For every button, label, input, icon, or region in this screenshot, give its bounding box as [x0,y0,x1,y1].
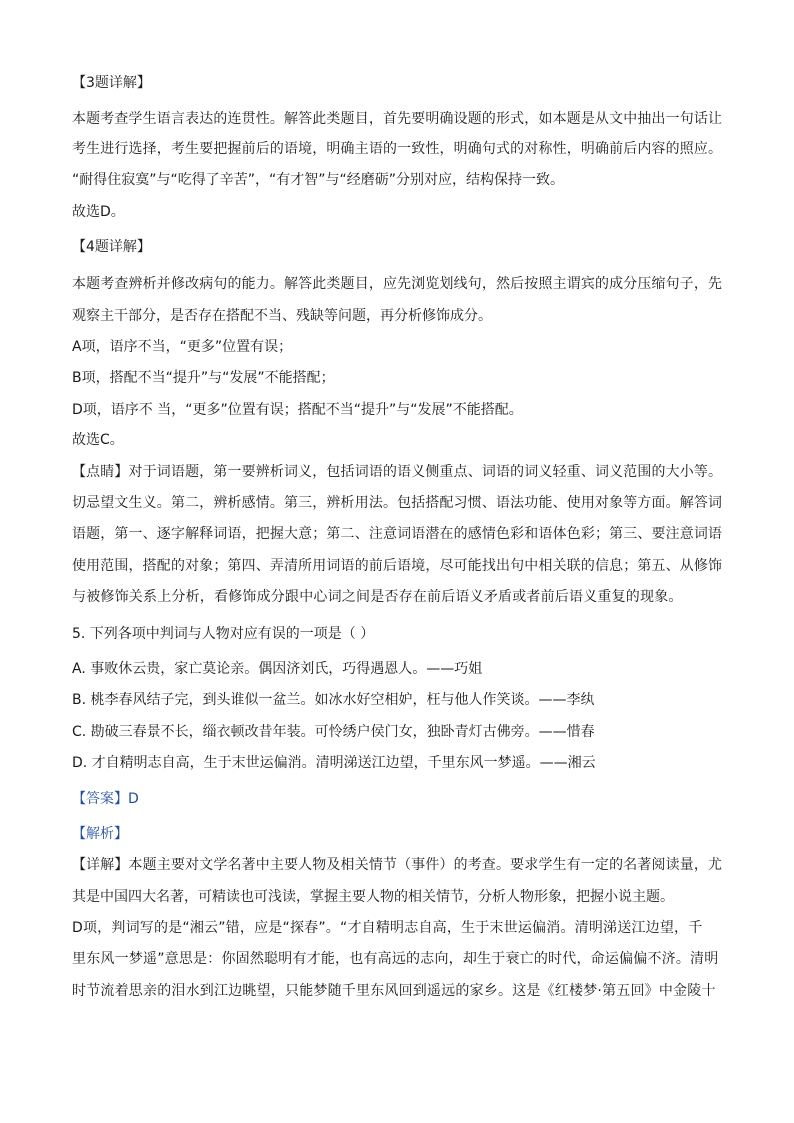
q4-answer: 故选C。 [72,432,124,448]
q4-line-1: 本题考查辨析并修改病句的能力。解答此类题目，应先浏览划线句，然后按照主谓宾的成分压缩句子，先 [72,276,723,292]
tip-line-5: 与被修饰关系上分析，看修饰成分跟中心词之间是否存在前后语义矛盾或者前后语义重复的现象。 [72,589,683,605]
q5-question: 5. 下列各项中判词与人物对应有误的一项是（ ） [72,626,375,642]
q3-answer: 故选D。 [72,204,125,220]
q3-line-1: 本题考查学生语言表达的连贯性。解答此类题目，首先要明确设题的形式，如本题是从文中抽出一句话让 [72,111,723,127]
q3-line-2: 考生进行选择，考生要把握前后的语境，明确主语的一致性，明确句式的对称性，明确前后内容的照应。 [72,141,723,157]
q5-option-b: B. 桃李春风结子完，到头谁似一盆兰。如冰水好空相妒，枉与他人作笑谈。——李纨 [72,692,595,708]
q4-option-a: A项，语序不当，“更多”位置有误； [72,339,293,355]
q5-option-c: C. 勘破三春景不长，缁衣顿改昔年装。可怜绣户侯门女，独卧青灯古佛旁。——惜春 [72,724,595,740]
q4-heading: 【4题详解】 [72,239,151,255]
q5-detail-line-2: 其是中国四大名著，可精读也可浅读，掌握主要人物的相关情节，分析人物形象，把握小说主题。 [72,889,674,905]
tip-line-4: 使用范围，搭配的对象；第四、弄清所用词语的前后语境，尽可能找出句中相关联的信息；第五、从修饰 [72,558,723,574]
q5-answer: 【答案】D [72,791,139,807]
q4-option-d: D项，语序不 当，“更多”位置有误；搭配不当“提升”与“发展”不能搭配。 [72,402,523,418]
q4-line-2: 观察主干部分，是否存在搭配不当、残缺等问题，再分析修饰成分。 [72,308,492,324]
q5-analysis-heading: 【解析】 [72,826,128,842]
q3-heading: 【3题详解】 [72,75,151,91]
q5-option-d: D. 才自精明志自高，生于末世运偏消。清明涕送江边望，千里东风一梦遥。——湘云 [72,755,596,771]
q5-detail-line-5: 时节流着思亲的泪水到江边眺望，只能梦随千里东风回到遥远的家乡。这是《红楼梦·第五回》中金陵十 [72,983,716,999]
q5-option-a: A. 事败休云贵，家亡莫论亲。偶因济刘氏，巧得遇恩人。——巧姐 [72,661,483,677]
q3-line-3: “耐得住寂寞”与“吃得了辛苦”，“有才智”与“经磨砺”分别对应，结构保持一致。 [72,172,565,188]
tip-line-2: 切忌望文生义。第二，辨析感情。第三，辨析用法。包括搭配习惯、语法功能、使用对象等方面。解答词 [72,495,723,511]
tip-line-1: 【点睛】对于词语题，第一要辨析词义，包括词语的语义侧重点、词语的词义轻重、词义范围的大小等。 [72,464,723,480]
q5-detail-line-4: 里东风一梦遥”意思是：你固然聪明有才能，也有高远的志向，却生于衰亡的时代，命运偏偏不济。清明 [72,951,719,967]
tip-line-3: 语题，第一、逐字解释词语，把握大意；第二、注意词语潜在的感情色彩和语体色彩；第三、要注意词语 [72,526,723,542]
q5-detail-line-3: D项，判词写的是“湘云”错，应是“探春”。“才自精明志自高，生于末世运偏消。清明涕送江边望，千 [72,920,703,936]
q4-option-b: B项，搭配不当“提升”与“发展”不能搭配； [72,370,335,386]
q5-detail-line-1: 【详解】本题主要对文学名著中主要人物及相关情节（事件）的考查。要求学生有一定的名著阅读量，尤 [72,857,723,873]
